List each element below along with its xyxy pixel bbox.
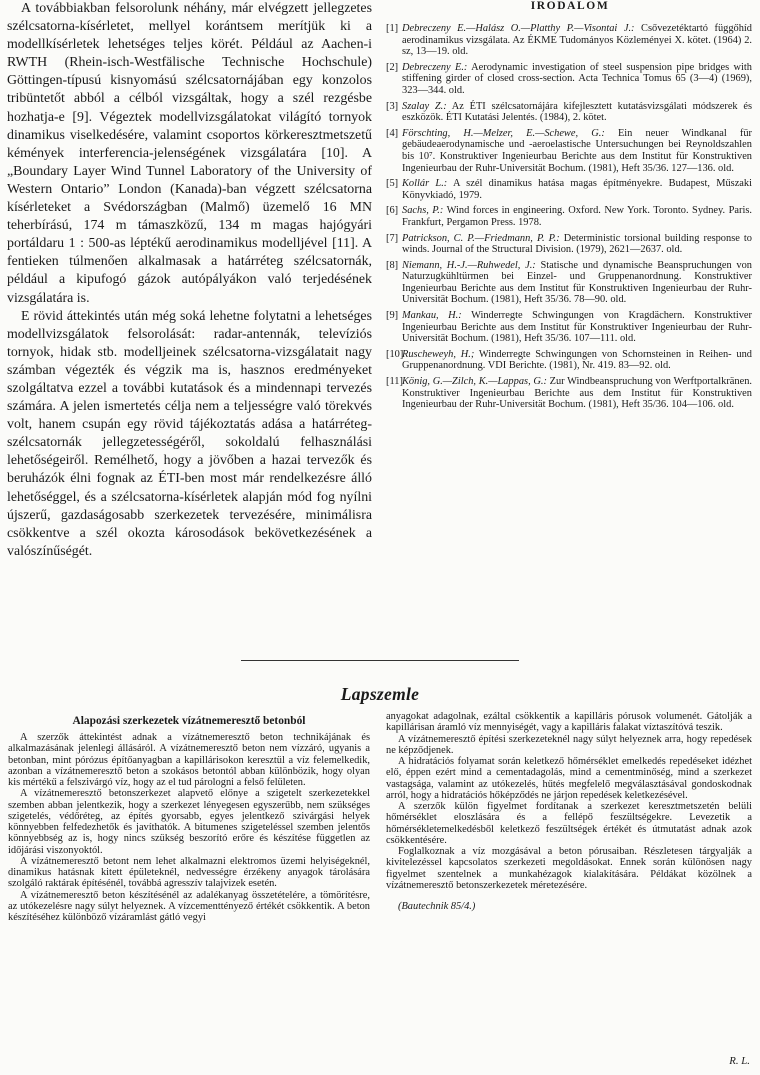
references-heading: IRODALOM — [530, 0, 610, 12]
article-signature: R. L. — [729, 1055, 750, 1067]
main-text-column — [7, 0, 372, 561]
reference-item — [388, 23, 752, 58]
reference-number: [10] — [386, 348, 404, 360]
reference-number: [7] — [386, 232, 399, 244]
reference-number: [2] — [386, 61, 399, 73]
reference-authors: Sachs, P.: — [402, 205, 444, 217]
reference-text: A szél dinamikus hatása magas építményekre. Budapest, Műszaki Könyvkiadó, 1979. — [402, 178, 752, 201]
reference-number: [9] — [386, 310, 399, 322]
reference-authors: König, G.—Zilch, K.—Lappas, G.: — [402, 376, 547, 388]
reference-text: Az ÉTI szélcsatornájára kifejlesztett kutatásvizsgálati módszerek és eszközök. ÉTI Kutatási Jelentés. (1984), 2. kötet. — [402, 100, 752, 124]
reference-text: Statische und dynamische Beanspruchungen von Naturzugkühltürmen bei Einzel- und Gruppenanordnung. Konstruktiver Ingenieurbau Berichte aus dem Institut für Konstruktiven Ingenieurbau der Ruhr-Universität Bochum. (1981), Heft 35/36. 78—90. old. — [402, 259, 752, 306]
review-paragraph-8: A szerzők külön figyelmet fordítanak a szerkezet keresztmetszetén belüli hőmérséklet eloszlására és a fellépő feszültségekre. Levezetik a hőmérsékletemelkedésből keletkező feszültségek értékét és útmutatást adnak azok csökkentésére. — [386, 801, 752, 846]
reference-authors: Ruscheweyh, H.; — [402, 348, 475, 360]
reference-text: Ein neuer Windkanal für gebäudeaerodynamische und -aeroelastische Untersuchungen bei Reynoldszahlen bis 10⁷. Konstruktiver Ingenieurbau Berichte aus dem Institut für Konstruktiven Ingenieurbau der Ruhr-Universität Bochum. (1981), Heft 35/36. 127—136. old. — [402, 127, 752, 174]
reference-item — [388, 178, 752, 201]
review-paragraph-1: A szerzők áttekintést adnak a vízátnemeresztő beton technikájának és alkalmazásának jelenlegi állásáról. A vízátnemeresztő beton nem vízzáró, ugyanis a betonban, mint pórózus építőanyagban a kapillárisokon keresztül a víz felemelkedik, azonban a vízátnemeresztő beton a szokásos betontól abban különbözik, hogy olyan kis mértékű a felszivárgó víz, hogy az el tud párologni a felső felületen. — [8, 732, 370, 788]
reference-item — [388, 233, 752, 256]
reference-text: Winderregte Schwingungen von Schornsteinen in Reihen- und Gruppenanordnung. VDI Berichte. (1981), Nr. 419. 83—92. old. — [402, 348, 752, 372]
review-left-column — [8, 715, 370, 923]
reference-authors: Kollár L.: — [402, 178, 448, 190]
reference-number: [4] — [386, 127, 399, 139]
reference-authors: Debreczeny E.: — [402, 61, 468, 73]
reference-authors: Mankau, H.: — [402, 310, 462, 322]
reference-authors: Szalay Z.: — [402, 100, 447, 112]
review-right-column — [386, 711, 752, 913]
reference-number: [11] — [386, 376, 403, 388]
reference-item — [388, 310, 752, 345]
article-title: Alapozási szerkezetek vízátnemeresztő betonból — [72, 715, 306, 727]
reference-number: [6] — [386, 205, 399, 217]
reference-item — [388, 128, 752, 174]
reference-authors: Niemann, H.-J.—Ruhwedel, J.: — [402, 259, 536, 271]
reference-text: Aerodynamic investigation of steel suspension pipe bridges with stiffening girder of closed cross-section. Acta Technica Tomus 65 (3—4) (1969), 323—344. old. — [402, 61, 752, 96]
reference-authors: Debreczeny E.—Halász O.—Platthy P.—Visontai J.: — [402, 23, 635, 34]
reference-item — [388, 349, 752, 372]
review-paragraph-6: A vízátnemeresztő építési szerkezeteknél nagy súlyt helyeznek arra, hogy repedések ne képződjenek. — [386, 733, 752, 756]
reference-item — [388, 260, 752, 306]
section-divider — [241, 660, 519, 661]
review-paragraph-2: A vízátnemeresztő betonszerkezet alapvető előnye a szigetelt szerkezetekkel szemben abban jelentkezik, hogy a szerkezet lényegesen egyszerűbb, nem szükséges szigetelés, védőréteg, az építés gyorsabb, egyes jelentkező szivárgási helyek könnyebben felfedezhetők és javíthatók. A bitumenes szigeteléssel szemben jelentős könnyebbség az is, hogy nincs szükség beszorító erőre és készítése független az időjárási viszonyoktól. — [8, 788, 370, 856]
body-paragraph-2: E rövid áttekintés után még soká lehetne folytatni a lehetséges modellvizsgálatok felsorolását: radar-antennák, televíziós tornyok, hidak stb. modelljeinek szélcsatorna-vizsgálatait nagy számban végezték és végzik ma is, hasznos eredményeket szolgáltatva ezzel a további kutatások és a mindennapi tervezés számára. A jelen ismertetés célja nem a teljességre való törekvés volt, hanem csupán egy rövid tájékoztatás adása a határréteg-szélcsatornák jellegzetességéről, sokoldalú felhasználási lehetőségeiről. Remélhető, hogy a jövőben a hazai tervezők és beruházók élni fognak az ÉTI-ben most már rendelkezésre álló lehetőséggel, és a szélcsatorna-kísérletek alapján mód fog nyílni újszerű, gazdaságosabb szerkezetek tervezésére, minimálisra csökkentve a szél okozta károsodások bekövetkezésének a valószínűségét. — [7, 308, 372, 559]
reference-item — [388, 62, 752, 97]
reference-authors: Förschting, H.—Melzer, E.—Schewe, G.: — [402, 127, 605, 139]
references-list — [388, 23, 752, 411]
reference-number: [5] — [386, 178, 399, 190]
review-paragraph-9: Foglalkoznak a víz mozgásával a beton pórusaiban. Részletesen tárgyalják a kivitelezéssel kapcsolatos szerkezeti megoldásokat. Ennek során különösen nagy figyelmet szentelnek a munkahézagok kialakítására. Példákat közölnek a vízátnemeresztő betonszerkezetek méretezésére. — [386, 846, 752, 891]
reference-text: Deterministic torsional building response to winds. Journal of the Structural Division. (1979), 2621—2637. old. — [402, 232, 752, 256]
section-title: Lapszemle — [340, 684, 420, 704]
reference-text: Zur Windbeanspruchung von Werftportalkränen. Konstruktiver Ingenieurbau Berichte aus dem Institut für Konstruktiven Ingenieurbau der Ruhr-Universität Bochum. (1981), Heft 35/36. 104—106. old. — [402, 376, 753, 411]
reference-text: Winderregte Schwingungen von Kragdächern. Konstruktiver Ingenieurbau Berichte aus dem Institut für Konstruktiver Ingenieurbau der Ruhr-Universität Bochum. (1981), Heft 35/36. 107—111. old. — [402, 310, 752, 345]
review-paragraph-3: A vízátnemeresztő betont nem lehet alkalmazni elektromos üzemi helyiségeknél, dinamikus hatásnak kitett épületeknél, nedvességre érzékeny anyagok tárolására szolgáló raktárak építésénél, továbbá agresszív talajvizek esetén. — [8, 855, 370, 890]
reference-number: [3] — [386, 100, 399, 112]
review-paragraph-4: A vízátnemeresztő beton készítésénél az adalékanyag összetételére, a tömörítésre, az utókezelésre nagy súlyt helyeznek. A vízcementtényező értékét csökkentik. A beton készítéséhez különböző vízáramlást gátló vegyi — [8, 889, 370, 923]
reference-item — [388, 376, 752, 411]
references-column — [388, 0, 752, 415]
reference-item — [388, 205, 752, 228]
reference-item — [388, 101, 752, 124]
review-paragraph-5: anyagokat adagolnak, ezáltal csökkentik a kapilláris pórusok volumenét. Gátolják a kapillárisan áramló víz mennyiségét, vagy a kapilláris falakat víztaszítóvá teszik. — [386, 711, 752, 734]
reference-number: [1] — [386, 23, 399, 34]
reference-text: Wind forces in engineering. Oxford. New York. Toronto. Sydney. Paris. Frankfurt, Pergamon Press. 1978. — [402, 205, 752, 228]
reference-text: Csővezetéktartó függőhíd aerodinamikus vizsgálata. Az ÉKME Tudományos Közleményei X. kötet. (1964) 2. sz, 13—19. old. — [402, 23, 753, 58]
review-paragraph-7: A hidratációs folyamat során keletkező hőmérséklet emelkedés repedéseket idézhet elő, éppen ezért mind a cementadagolás, mind a cementminőség, mind a szerkezet vastagsága, valamint az utókezelés, hűtés megfelelő megválasztásával gondoskodnak arról, hogy a hidratációs hőképződés ne járjon repedések keletkezésével. — [386, 756, 752, 801]
article-source: (Bautechnik 85/4.) — [398, 901, 476, 912]
reference-number: [8] — [386, 259, 399, 271]
body-paragraph-1: A továbbiakban felsorolunk néhány, már elvégzett jellegzetes szélcsatorna-kísérletet, mellyel korántsem merítjük ki a modellkísérletek lehetséges teljes körét. Például az Aachen-i RWTH (Rhein-isch-Westfälische Technische Hochschule) Göttingen-típusú kisnyomású szélcsatornájában egy konzolos tribüntetőt abból a célból vizsgáltak, hogy a szél rezgésbe hozhatja-e [9]. Végeztek modellvizsgálatokat világító tornyok dinamikus viselkedésére, valamint csoportos körkeresztmetszetű kémények interferencia-jelenségének vizsgálatára [10]. A „Boundary Layer Wind Tunnel Laboratory of the University of Western Ontario” London (Kanada)-ban végzett szélcsatorna kísérleteket a Svédországban (Malmő) üzemelő 16 MN teherbírású, 174 m támaszközű, 134 m magas hajógyári portáldaru 1 : 500-as léptékű aerodinamikus modelljével [11]. A fentieken túlmenően alkalmasak a határréteg szélcsatornák, például a kipufogó gázok autópályákon való terjedésének vizsgálatára is. — [7, 1, 372, 306]
reference-authors: Patrickson, C. P.—Friedmann, P. P.: — [402, 232, 560, 244]
